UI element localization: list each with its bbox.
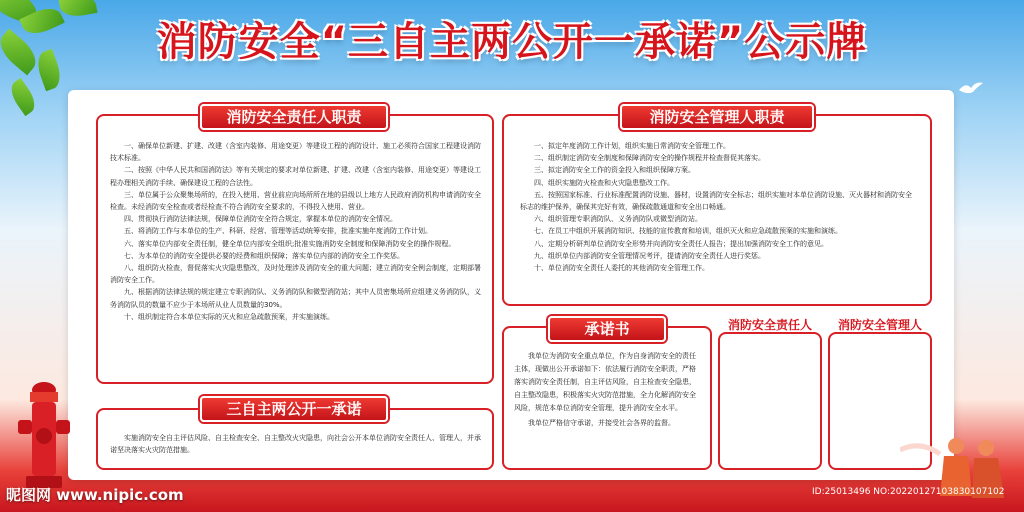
promise-text <box>514 350 702 430</box>
list-item: 十、单位消防安全责任人委托的其他消防安全管理工作。 <box>534 264 709 273</box>
list-item: 二、按照《中华人民共和国消防法》等有关规定的要求对单位新建、扩建、改建（含室内装修、用途变更）等建设工程办理相关消防手续、确保建设工程的合法性。 <box>110 166 481 187</box>
dove-icon <box>958 80 984 96</box>
promise-heading: 承诺书 <box>548 316 666 342</box>
promise-paragraph: 我单位严格信守承诺，并接受社会各界的监督。 <box>528 419 675 427</box>
responsible-person-photo-box <box>718 332 822 470</box>
list-item: 五、将消防工作与本单位的生产、科研、经营、管理等活动统筹安排，批准实施年度消防工作计划。 <box>124 227 432 236</box>
list-item: 三、拟定消防安全工作的资金投入和组织保障方案。 <box>534 166 695 175</box>
responsible-person-label: 消防安全责任人 <box>728 318 813 332</box>
list-item: 八、定期分析研判单位消防安全形势并向消防安全责任人报告；提出加强消防安全工作的意见。 <box>534 239 828 248</box>
watermark-right: ID:25013496 NO:20220127103830107102 <box>812 487 1005 497</box>
list-item: 四、贯彻执行消防法律法规，保障单位消防安全符合规定，掌握本单位的消防安全情况。 <box>124 215 397 224</box>
list-item: 六、组织管理专职消防队、义务消防队或微型消防站。 <box>534 215 702 224</box>
manager-person-label: 消防安全管理人 <box>838 318 923 332</box>
list-item: 七、在员工中组织开展消防知识、技能的宣传教育和培训，组织灭火和应急疏散预案的实施和演练。 <box>534 227 842 236</box>
promise-paragraph: 我单位为消防安全重点单位，作为自身消防安全的责任主体，现做出公开承诺如下：依法履行消防安全职责，严格落实消防安全责任制，自主评估风险，自主检查安全隐患，自主整改隐患，积极落实火灾防范措施，全力化解消防安全风险，规范本单位消防安全管理，提升消防安全水平。 <box>514 352 696 412</box>
list-item: 一、确保单位新建、扩建、改建（含室内装修、用途变更）等建设工程的消防设计、施工必须符合国家工程建设消防技术标准。 <box>110 142 481 163</box>
list-item: 八、组织防火检查，督促落实火灾隐患整改，及时处理涉及消防安全的重大问题；建立消防安全例会制度，定期部署消防安全工作。 <box>110 264 481 285</box>
three-self-text: 实施消防安全自主评估风险、自主检查安全、自主整改火灾隐患，向社会公开本单位消防安全责任人、管理人，并承诺坚决落实火灾防范措施。 <box>110 434 481 455</box>
list-item: 二、组织制定消防安全制度和保障消防安全的操作规程并检查督促其落实。 <box>534 154 765 163</box>
list-item: 三、单位属于公众聚集场所的，在投入使用、营业前应向场所所在地的县级以上地方人民政府消防机构申请消防安全检查。未经消防安全检查或者经检查不符合消防安全要求的，不得投入使用、营业。 <box>110 190 481 212</box>
list-item: 一、拟定年度消防工作计划，组织实施日常消防安全管理工作。 <box>534 142 730 150</box>
list-item: 九、组织单位内部消防安全管理情况考评，提请消防安全责任人进行奖惩。 <box>534 251 765 260</box>
list-item: 七、为本单位的消防安全提供必要的经费和组织保障；落实单位内部的消防安全工作奖惩。 <box>124 251 404 260</box>
list-item: 五、按照国家标准、行业标准配置消防设施、器材，设置消防安全标志；组织实施对本单位消防设施、灭火器材和消防安全标志的维护保养，确保其完好有效，确保疏散通道和安全出口畅通。 <box>520 190 912 212</box>
responsible-duties-list <box>110 140 482 323</box>
manager-duties-list <box>520 140 918 274</box>
list-item: 六、落实单位内部安全责任制，健全单位内部安全组织;批准实施消防安全制度和保障消防安全的操作规程。 <box>124 239 456 248</box>
manager-duties-heading: 消防安全管理人职责 <box>620 104 814 130</box>
three-self-heading: 三自主两公开一承诺 <box>200 396 388 422</box>
list-item: 九、根据消防法律法规的规定建立专职消防队、义务消防队和微型消防站；其中人员密集场所应组建义务消防队，义务消防队员的数量不应少于本场所从业人员数量的30%。 <box>110 288 481 309</box>
list-item: 十、组织制定符合本单位实际的灭火和应急疏散预案，并实施演练。 <box>124 312 334 321</box>
fire-hydrant-icon <box>14 380 74 492</box>
watermark-left: 昵图网 www.nipic.com <box>6 486 184 504</box>
page-title: 消防安全“三自主两公开一承诺”公示牌 <box>156 19 868 65</box>
list-item: 四、组织实施防火检查和火灾隐患整改工作。 <box>534 178 674 187</box>
responsible-duties-heading: 消防安全责任人职责 <box>200 104 388 130</box>
